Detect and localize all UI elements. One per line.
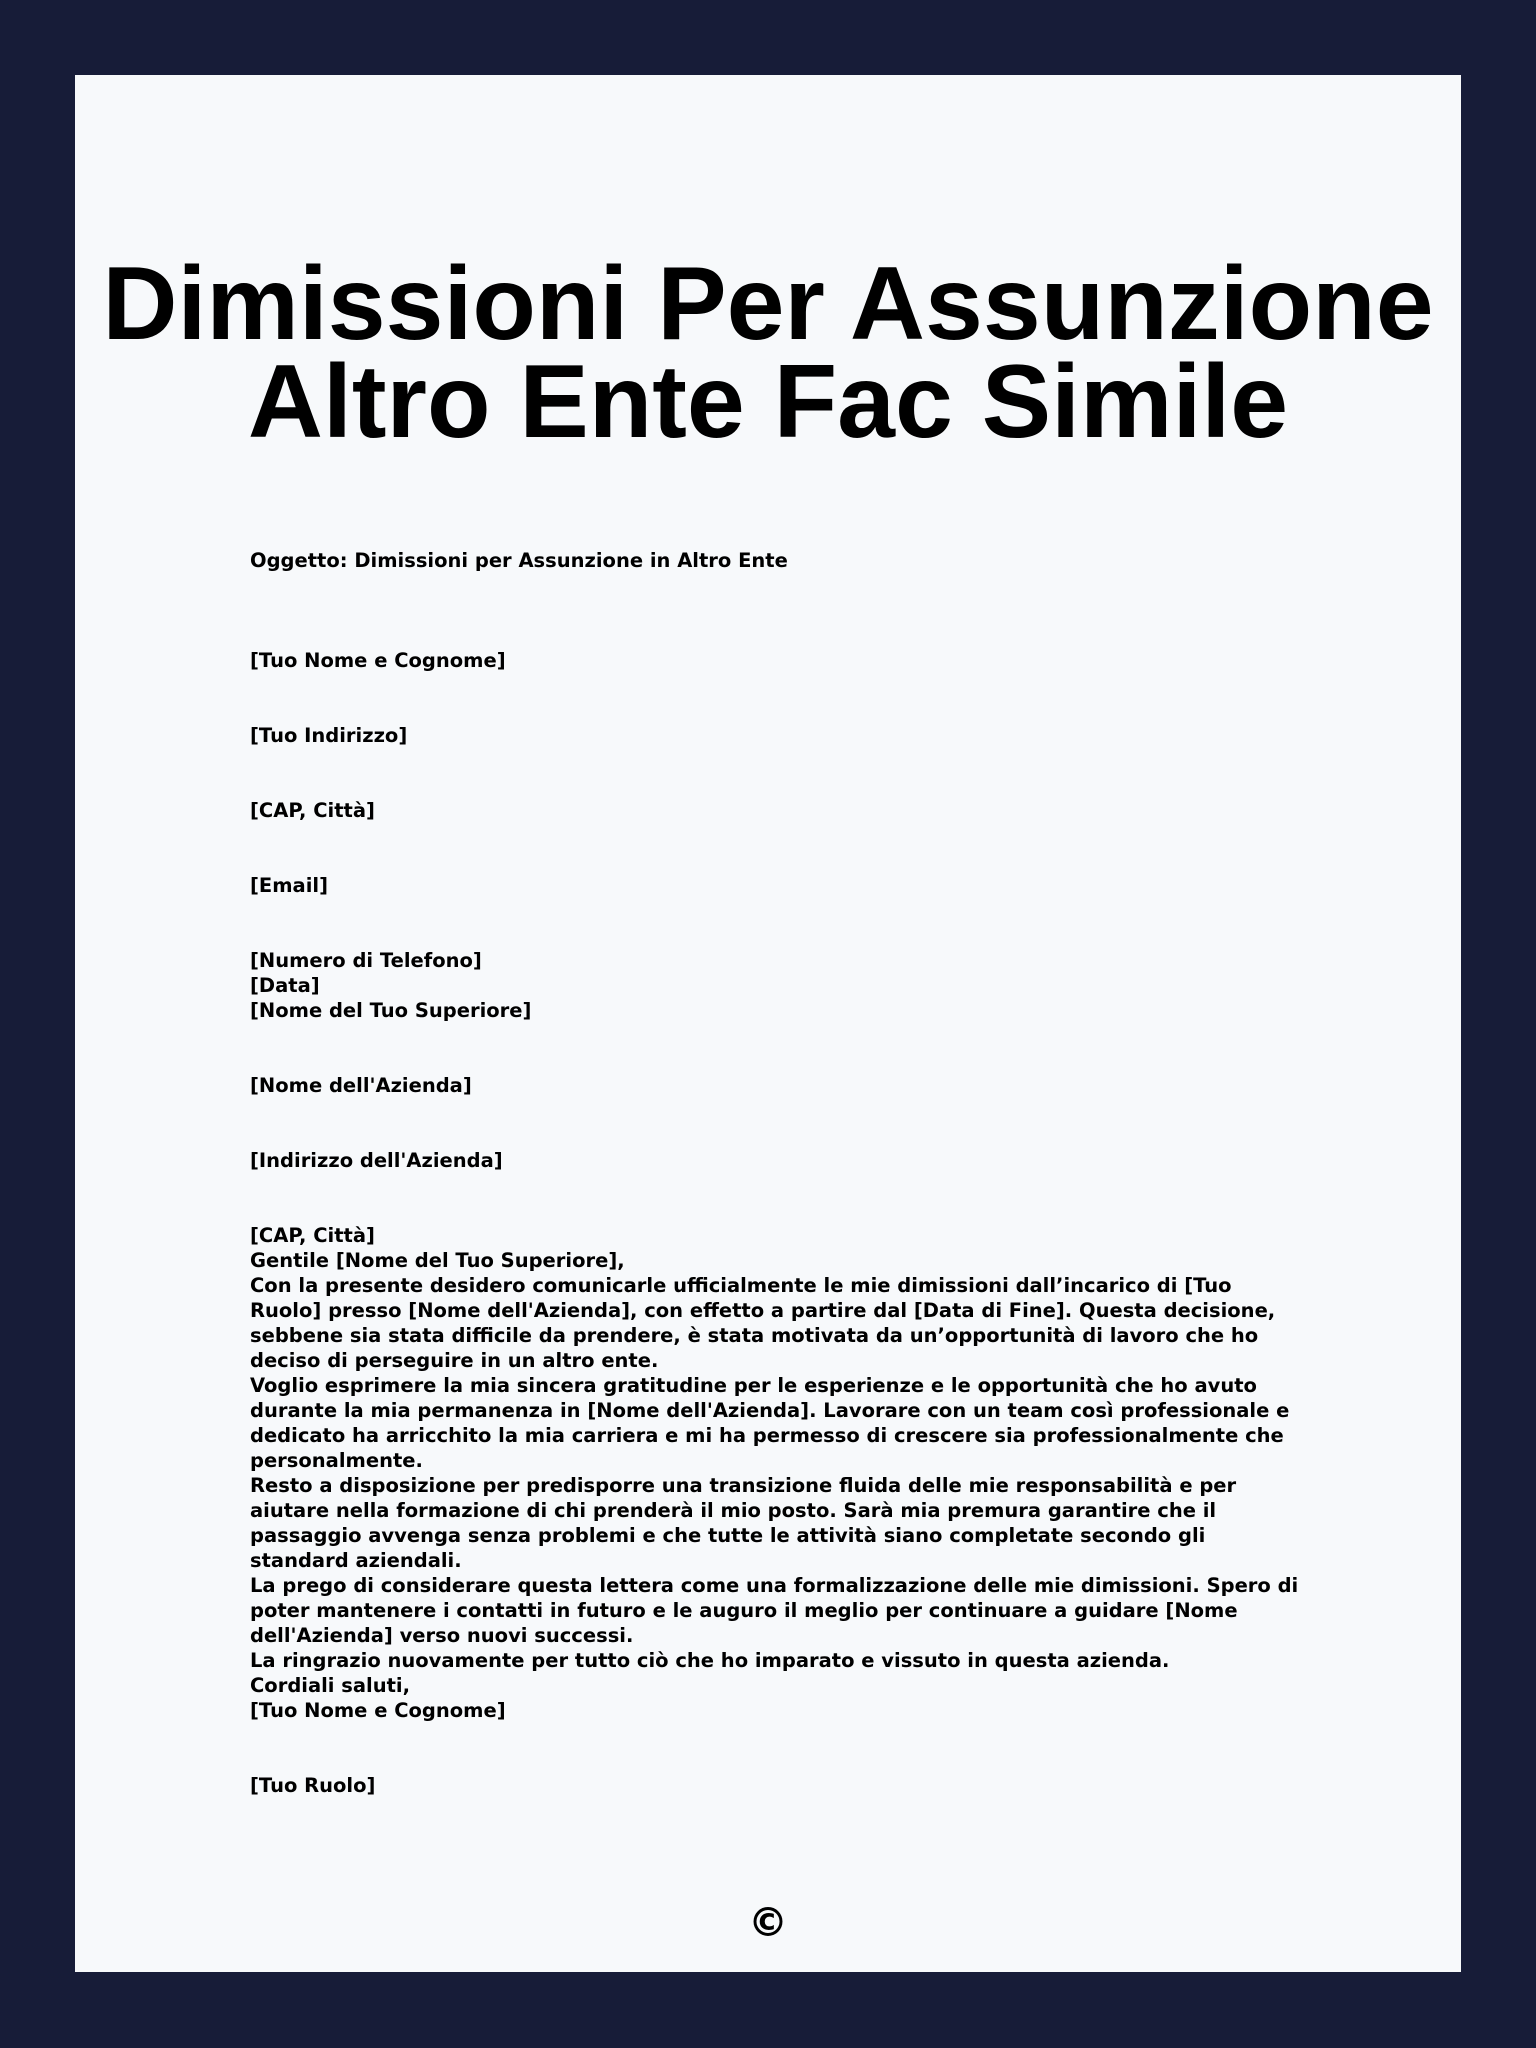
sender-phone: [Numero di Telefono] [250, 949, 482, 972]
sender-address: [Tuo Indirizzo] [250, 724, 408, 747]
letter-subject: Oggetto: Dimissioni per Assunzione in Altro Ente [250, 549, 788, 572]
sender-email: [Email] [250, 874, 328, 897]
letter-date: [Data] [250, 974, 320, 997]
letter-closing: Cordiali saluti, [250, 1674, 411, 1697]
recipient-company: [Nome dell'Azienda] [250, 1074, 472, 1097]
signature-role: [Tuo Ruolo] [250, 1774, 376, 1797]
letter-paragraph: La ringrazio nuovamente per tutto ciò che ho imparato e vissuto in questa azienda. [250, 1649, 1170, 1672]
letter-paragraph: La prego di considerare questa lettera come una formalizzazione delle mie dimissioni. Spero di poter mantenere i contatti in futuro e le auguro il meglio per continuare a guidare [Nome dell'Azienda] verso nuovi successi. [250, 1574, 1306, 1647]
signature-name: [Tuo Nome e Cognome] [250, 1699, 506, 1722]
recipient-company-address: [Indirizzo dell'Azienda] [250, 1149, 503, 1172]
letter-paragraph: Con la presente desidero comunicarle ufficialmente le mie dimissioni dall’incarico di [Tuo Ruolo] presso [Nome dell'Azienda], con effetto a partire dal [Data di Fine]. Questa decisione, sebbene sia stata difficile da prendere, è stata motivata da un’opportunità di lavoro che ho deciso di perseguire in un altro ente. [250, 1274, 1282, 1372]
letter-paragraph: Resto a disposizione per predisporre una transizione fluida delle mie responsabilità e per aiutare nella formazione di chi prenderà il mio posto. Sarà mia premura garantire che il passaggio avvenga senza problemi e che tutte le attività siano completate secondo gli standard aziendali. [250, 1474, 1243, 1572]
title-line-2: Altro Ente Fac Simile [247, 344, 1289, 460]
sender-cap-city: [CAP, Città] [250, 799, 375, 822]
recipient-superior: [Nome del Tuo Superiore] [250, 999, 532, 1022]
title-line-1: Dimissioni Per Assunzione [102, 246, 1434, 362]
letter-paragraph: Voglio esprimere la mia sincera gratitudine per le esperienze e le opportunità che ho avuto durante la mia permanenza in [Nome dell'Azienda]. Lavorare con un team così professionale e dedicato ha arricchito la mia carriera e mi ha permesso di crescere sia professionalmente che personalmente. [250, 1374, 1297, 1472]
copyright-icon: © [748, 1900, 788, 1946]
letter-greeting: Gentile [Nome del Tuo Superiore], [250, 1249, 625, 1272]
sender-name: [Tuo Nome e Cognome] [250, 649, 506, 672]
document-page [75, 75, 1461, 1972]
recipient-cap-city: [CAP, Città] [250, 1224, 375, 1247]
page-title [75, 246, 1461, 460]
letter-body [250, 548, 1306, 1798]
